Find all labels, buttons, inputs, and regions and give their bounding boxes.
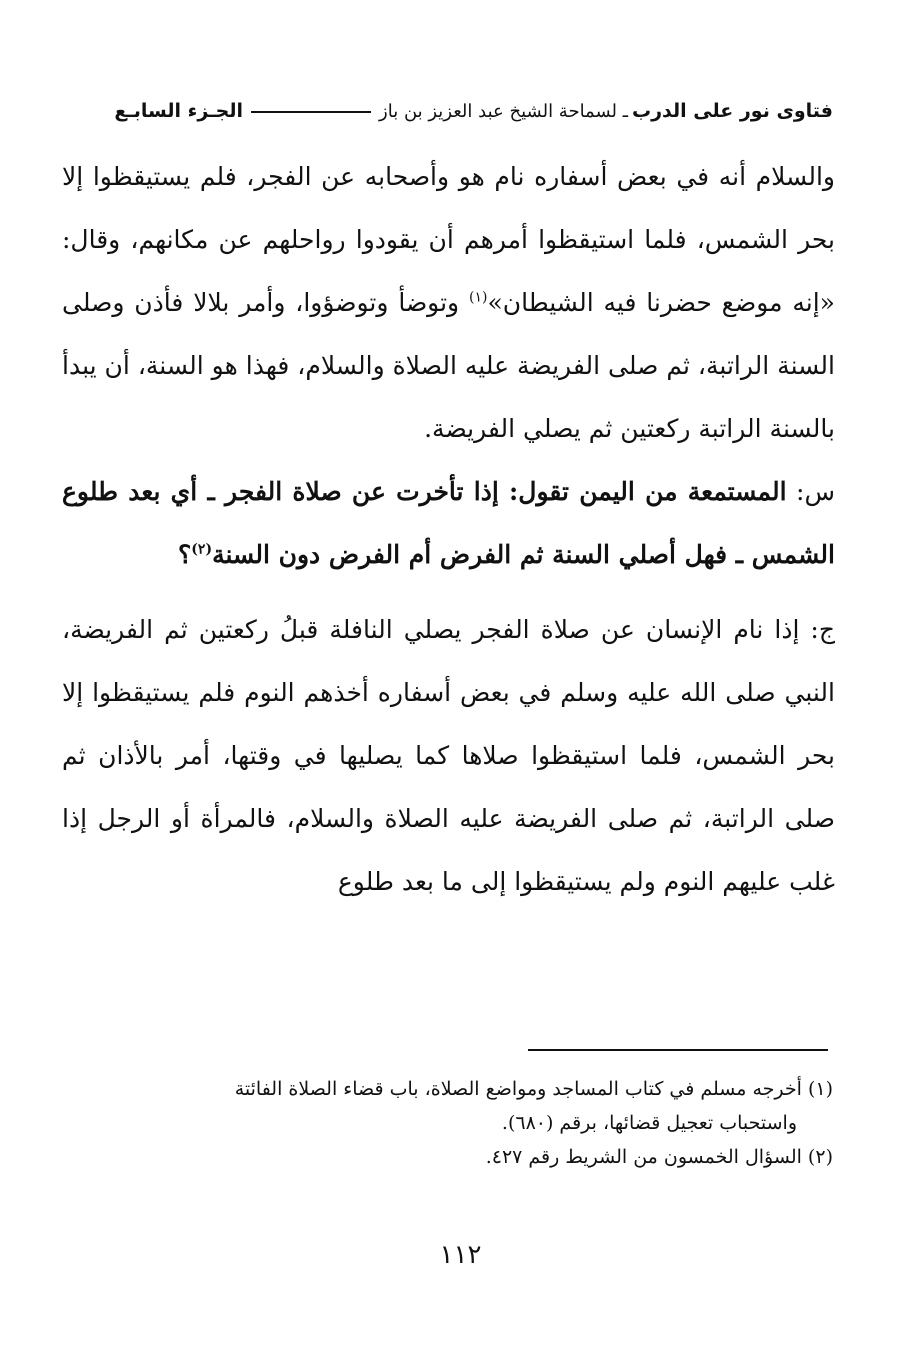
footnote-marker-1: (١) xyxy=(469,289,488,306)
question-text: المستمعة من اليمن تقول: إذا تأخرت عن صلاة الفجر ـ أي بعد طلوع الشمس ـ فهل أصلي السنة ثم الفرض أم الفرض دون السنة xyxy=(62,477,835,569)
answer-text: ج: إذا نام الإنسان عن صلاة الفجر يصلي النافلة قبلُ ركعتين ثم الفريضة، النبي صلى الله عليه وسلم في بعض أسفاره أخذهم النوم فلم يستيقظوا إلا بحر الشمس، فلما استيقظوا صلاها كما يصليها في وقتها، أمر بالأذان ثم صلى الراتبة، ثم صلى الفريضة عليه الصلاة والسلام، فالمرأة أو الرجل إذا غلب عليهم النوم ولم يستيقظوا إلى ما بعد طلوع xyxy=(62,615,835,896)
footnote-marker-2: (٢) xyxy=(191,541,213,558)
answer-paragraph xyxy=(62,598,835,913)
footnote-1-line-2: واستحباب تعجيل قضائها، برقم (٦٨٠). xyxy=(501,1112,797,1134)
question-prefix: س: xyxy=(786,477,835,506)
footnote-separator xyxy=(528,1049,828,1051)
main-text xyxy=(62,145,835,913)
book-title: فتاوى نور على الدرب xyxy=(632,100,833,122)
volume-part: الجـزء السابـع xyxy=(114,100,244,122)
intro-text-part1: والسلام أنه في بعض أسفاره نام هو وأصحابه عن الفجر، فلم يستيقظوا إلا بحر الشمس، فلما استيقظوا أمرهم أن يقودوا رواحلهم عن مكانهم، وقال: «إنه موضع حضرنا فيه الشيطان» xyxy=(62,162,835,317)
intro-text-part2: وتوضأ وتوضؤوا، وأمر بلالا فأذن وصلى السنة الراتبة، ثم صلى الفريضة عليه الصلاة والسلام، فهذا هو السنة، أن يبدأ بالسنة الراتبة ركعتين ثم يصلي الفريضة. xyxy=(62,288,835,443)
header-rule xyxy=(251,111,371,113)
question-end: ؟ xyxy=(178,540,192,569)
footnote-1-line-1: (١) أخرجه مسلم في كتاب المساجد ومواضع الصلاة، باب قضاء الصلاة الفائتة xyxy=(234,1078,833,1100)
page-number: ١١٢ xyxy=(439,1240,482,1270)
footnotes xyxy=(62,1072,833,1174)
question-paragraph xyxy=(62,460,835,586)
running-header xyxy=(60,82,833,122)
footnote-2: (٢) السؤال الخمسون من الشريط رقم ٤٢٧. xyxy=(485,1146,833,1168)
author-name: ـ لسماحة الشيخ عبد العزيز بن باز xyxy=(379,101,628,122)
intro-paragraph xyxy=(62,145,835,460)
